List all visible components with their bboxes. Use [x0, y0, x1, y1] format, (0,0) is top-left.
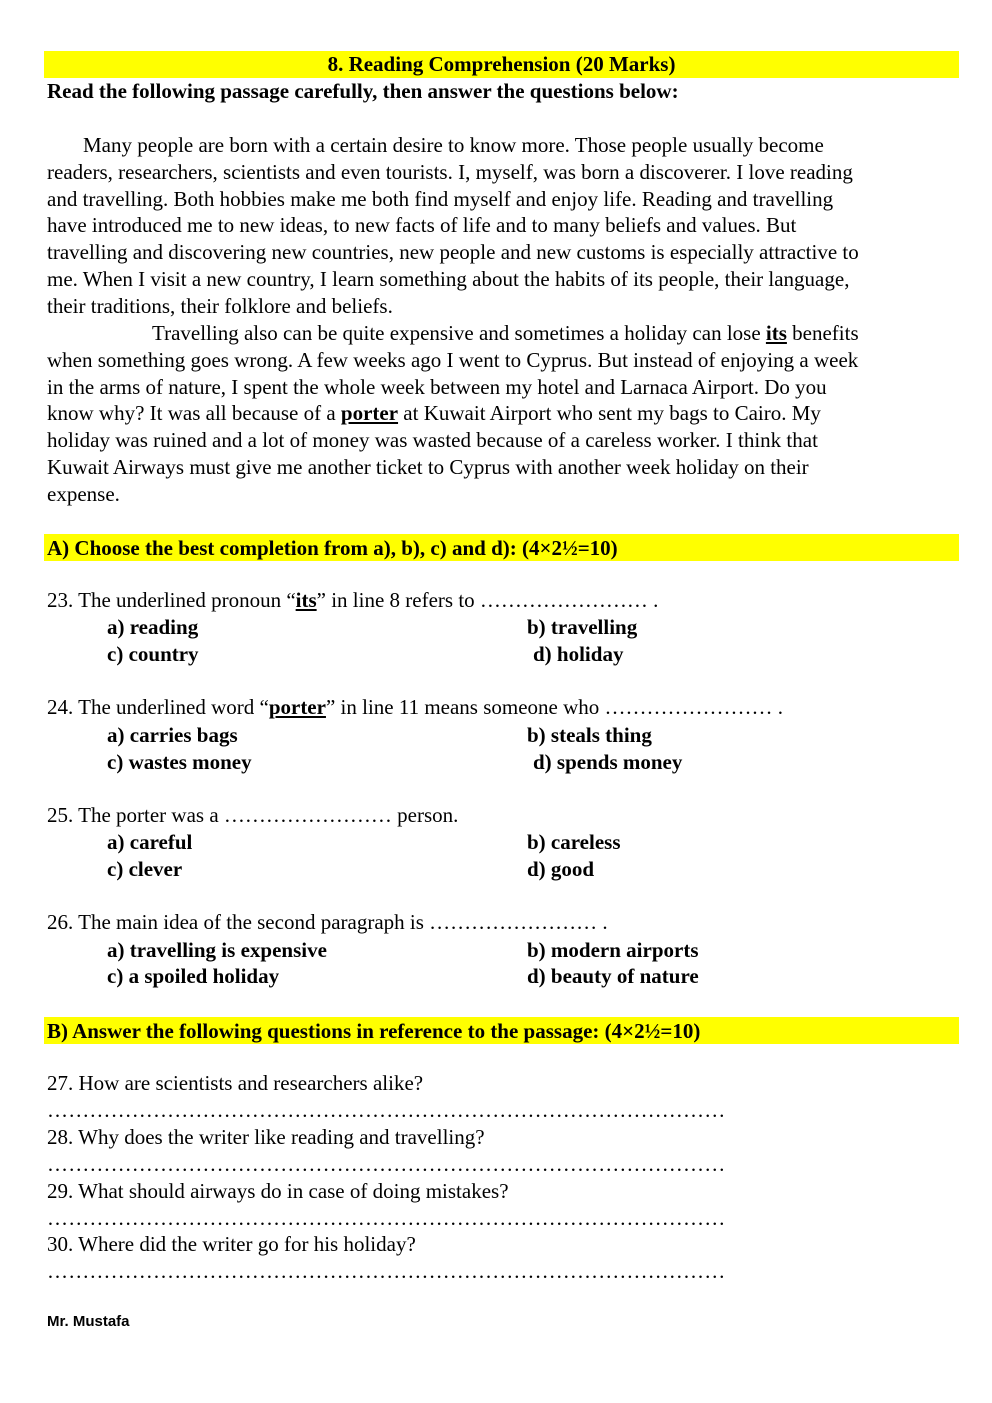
passage-line: me. When I visit a new country, I learn something about the habits of its people, their language,: [47, 266, 850, 291]
option-26c[interactable]: c) a spoiled holiday: [107, 964, 280, 988]
option-24a[interactable]: a) carries bags: [107, 723, 238, 747]
passage-line: holiday was ruined and a lot of money was wasted because of a careless worker. I think that: [47, 428, 818, 453]
passage-text: know why? It was all because of a: [47, 401, 341, 426]
passage-line: their traditions, their folklore and beliefs.: [47, 293, 393, 318]
passage-line: Kuwait Airways must give me another ticket to Cyprus with another week holiday on their: [47, 454, 809, 479]
underlined-porter: porter: [340, 401, 399, 426]
answer-line-30[interactable]: ……………………………………………………………………………………: [47, 1259, 726, 1283]
passage-paragraph-1: [47, 132, 959, 320]
question-26: 26. The main idea of the second paragraph is …………………… .: [47, 910, 608, 934]
option-25a[interactable]: a) careful: [107, 830, 193, 854]
question-text: 23. The underlined pronoun “: [47, 588, 296, 612]
passage-line: expense.: [47, 481, 120, 506]
option-26b[interactable]: b) modern airports: [527, 938, 699, 962]
question-text: ” in line 11 means someone who …………………… .: [325, 695, 784, 719]
question-text: 24. The underlined word “: [47, 695, 269, 719]
option-24c[interactable]: c) wastes money: [107, 750, 252, 774]
passage-line: when something goes wrong. A few weeks ago I went to Cyprus. But instead of enjoying a week: [47, 347, 859, 372]
passage-line: travelling and discovering new countries, new people and new customs is especially attractive to: [47, 240, 859, 265]
option-24d[interactable]: d) spends money: [533, 750, 683, 774]
question-text: ” in line 8 refers to …………………… .: [316, 588, 659, 612]
option-25b[interactable]: b) careless: [527, 830, 621, 854]
underlined-its: its: [765, 321, 787, 345]
page-title: 8. Reading Comprehension (20 Marks): [327, 52, 676, 76]
answer-line-27[interactable]: ……………………………………………………………………………………: [47, 1098, 726, 1122]
author-name: Mr. Mustafa: [47, 1313, 130, 1330]
option-26d[interactable]: d) beauty of nature: [527, 964, 699, 988]
passage-line: Many people are born with a certain desire to know more. Those people usually become: [83, 133, 824, 157]
passage-line: in the arms of nature, I spent the whole week between my hotel and Larnaca Airport. Do you: [47, 374, 827, 399]
passage-line: and travelling. Both hobbies make me both find myself and enjoy life. Reading and travelling: [47, 186, 834, 211]
option-23b[interactable]: b) travelling: [527, 615, 638, 639]
question-23: [47, 588, 658, 613]
section-b-heading: B) Answer the following questions in reference to the passage: (4×2½=10): [47, 1019, 701, 1043]
option-25d[interactable]: d) good: [527, 857, 595, 881]
passage-text: benefits: [786, 321, 859, 345]
answer-line-29[interactable]: ……………………………………………………………………………………: [47, 1206, 726, 1230]
passage-text: at Kuwait Airport who sent my bags to Cairo. My: [398, 401, 821, 426]
question-24: [47, 695, 783, 720]
question-30: 30. Where did the writer go for his holiday?: [47, 1232, 416, 1256]
option-26a[interactable]: a) travelling is expensive: [107, 938, 327, 962]
section-a-heading: A) Choose the best completion from a), b), c) and d): (4×2½=10): [47, 536, 618, 560]
option-23c[interactable]: c) country: [107, 642, 199, 666]
underlined-word: its: [295, 588, 317, 612]
question-29: 29. What should airways do in case of doing mistakes?: [47, 1179, 509, 1203]
passage-text: Travelling also can be quite expensive and sometimes a holiday can lose: [152, 321, 766, 345]
question-27: 27. How are scientists and researchers alike?: [47, 1071, 424, 1095]
passage-paragraph-2: [47, 320, 959, 508]
option-23d[interactable]: d) holiday: [533, 642, 624, 666]
option-23a[interactable]: a) reading: [107, 615, 199, 639]
question-25: 25. The porter was a …………………… person.: [47, 803, 459, 827]
passage-line: [47, 320, 959, 347]
option-24b[interactable]: b) steals thing: [527, 723, 652, 747]
passage-line: have introduced me to new ideas, to new facts of life and to many beliefs and values. But: [47, 213, 797, 238]
instructions: Read the following passage carefully, then answer the questions below:: [47, 79, 679, 103]
passage-line: [47, 400, 959, 427]
underlined-word: porter: [268, 695, 326, 719]
passage-line: readers, researchers, scientists and even tourists. I, myself, was born a discoverer. I love reading: [47, 159, 853, 184]
option-25c[interactable]: c) clever: [107, 857, 183, 881]
answer-line-28[interactable]: ……………………………………………………………………………………: [47, 1152, 726, 1176]
question-28: 28. Why does the writer like reading and travelling?: [47, 1125, 485, 1149]
